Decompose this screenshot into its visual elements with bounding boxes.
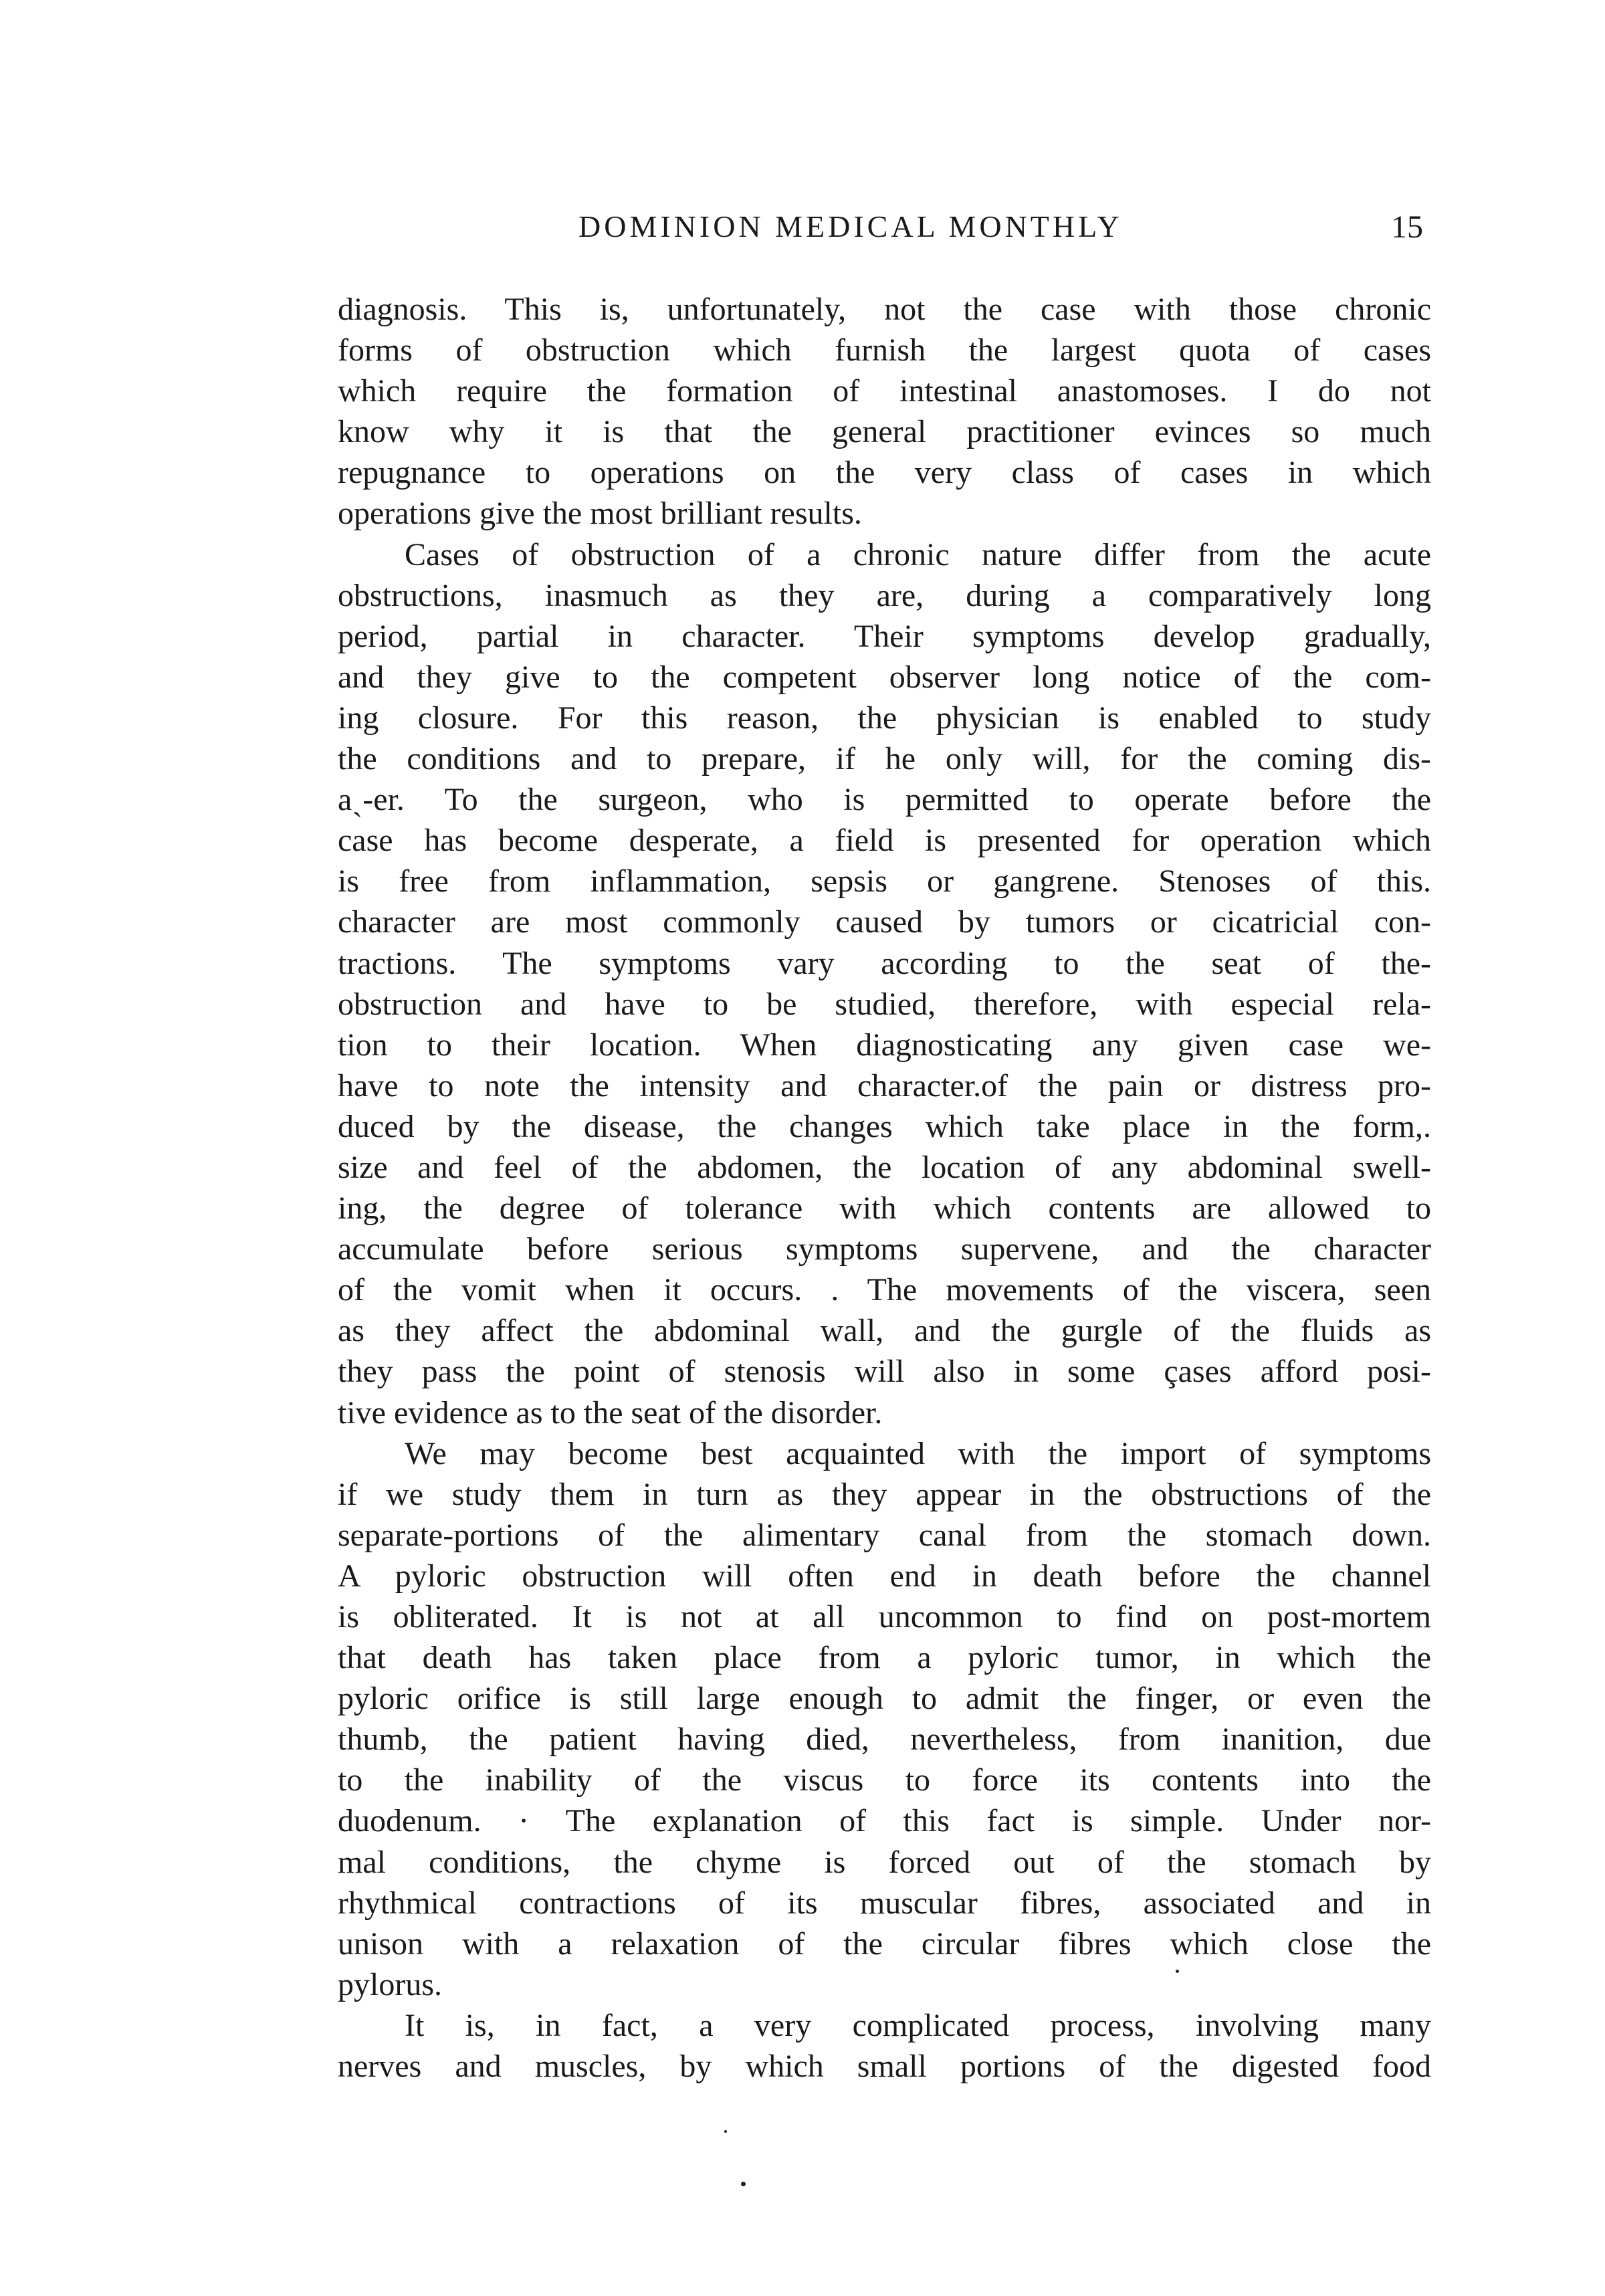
text-line: the conditions and to prepare, if he only will, for the coming dis- [338,741,1431,777]
text-line: is obliterated. It is not at all uncommon to find on post-mortem [338,1599,1431,1635]
text-line: which require the formation of intestinal anastomoses. I do not [338,373,1431,409]
text-line: size and feel of the abdomen, the location of any abdominal swell- [338,1149,1431,1185]
text-line: that death has taken place from a pyloric tumor, in which the [338,1640,1431,1676]
text-line: obstruction and have to be studied, therefore, with especial rela- [338,986,1431,1022]
paragraph-start-line: Cases of obstruction of a chronic nature differ from the acute [405,536,1431,572]
text-line: diagnosis. This is, unfortunately, not the case with those chronic [338,292,1431,327]
text-line: they pass the point of stenosis will also in some çases afford posi- [338,1354,1431,1390]
page-number: 15 [1391,209,1423,245]
text-line: A pyloric obstruction will often end in death before the channel [338,1558,1431,1594]
text-line: know why it is that the general practitioner evinces so much [338,414,1431,450]
text-line: operations give the most brilliant results. [338,496,862,532]
body-text [338,289,1431,2087]
text-line: duced by the disease, the changes which take place in the form,. [338,1108,1431,1144]
text-line: pylorus. [338,1966,442,2002]
text-line: aˎ-er. To the surgeon, who is permitted to operate before the [338,782,1431,818]
print-speck [741,2182,746,2186]
text-line: is free from inflammation, sepsis or gangrene. Stenoses of this. [338,863,1431,900]
text-line: forms of obstruction which furnish the largest quota of cases [338,332,1431,369]
text-line: of the vomit when it occurs. . The movements of the viscera, seen [338,1272,1431,1308]
text-line: accumulate before serious symptoms supervene, and the character [338,1231,1431,1267]
text-line: to the inability of the viscus to force its contents into the [338,1762,1431,1798]
page-header [0,209,1605,255]
text-line: tive evidence as to the seat of the disorder. [338,1394,883,1431]
text-line: tion to their location. When diagnosticating any given case we- [338,1027,1431,1063]
text-line: pyloric orifice is still large enough to admit the finger, or even the [338,1681,1431,1717]
text-line: nerves and muscles, by which small portions of the digested food [338,2049,1431,2085]
text-line: character are most commonly caused by tumors or cicatricial con- [338,904,1431,940]
print-speck [724,2130,727,2133]
text-line: unison with a relaxation of the circular fibres which close the [338,1925,1431,1962]
text-line: as they affect the abdominal wall, and the gurgle of the fluids as [338,1313,1431,1349]
text-line: mal conditions, the chyme is forced out of the stomach by [338,1844,1431,1880]
text-line: obstructions, inasmuch as they are, during a comparatively long [338,577,1431,613]
text-line: and they give to the competent observer long notice of the com- [338,659,1431,695]
text-line: ing, the degree of tolerance with which contents are allowed to [338,1190,1431,1227]
text-line: period, partial in character. Their symptoms develop gradually, [338,618,1431,654]
text-line: repugnance to operations on the very class of cases in which [338,455,1431,491]
paragraph-start-line: We may become best acquainted with the import of symptoms [405,1435,1431,1471]
text-line: duodenum. · The explanation of this fact is simple. Under nor- [338,1803,1431,1839]
text-line: have to note the intensity and character.of the pain or distress pro- [338,1067,1431,1104]
paragraph-start-line: It is, in fact, a very complicated process, involving many [405,2007,1431,2043]
text-line: if we study them in turn as they appear in the obstructions of the [338,1476,1431,1512]
text-line: case has become desperate, a field is presented for operation which [338,823,1431,859]
text-line: thumb, the patient having died, nevertheless, from inanition, due [338,1721,1431,1758]
text-line: tractions. The symptoms vary according to the seat of the- [338,945,1431,981]
print-speck [1176,1970,1179,1973]
running-title: DOMINION MEDICAL MONTHLY [578,209,1123,243]
text-line: rhythmical contractions of its muscular fibres, associated and in [338,1885,1431,1921]
text-line: separate-portions of the alimentary canal from the stomach down. [338,1517,1431,1553]
text-line: ing closure. For this reason, the physician is enabled to study [338,700,1431,736]
